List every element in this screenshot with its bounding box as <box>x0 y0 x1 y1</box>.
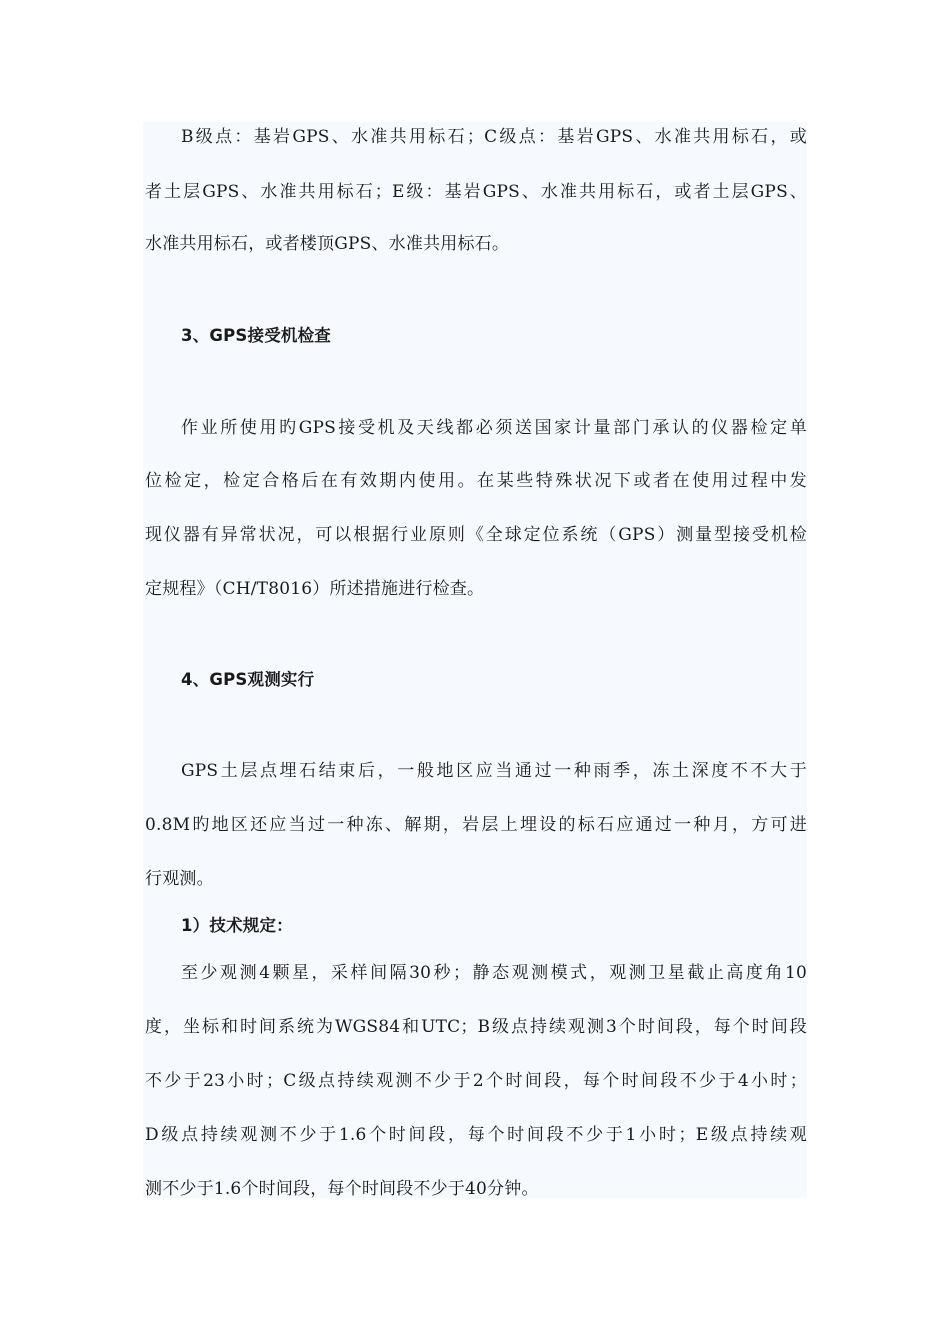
paragraph-line: GPS土层点埋石结束后，一般地区应当通过一种雨季，冻土深度不不大于 <box>181 761 807 781</box>
paragraph-line: 不少于23小时；C级点持续观测不少于2个时间段，每个时间段不少于4小时； <box>145 1071 807 1091</box>
paragraph-line: B级点：基岩GPS、水准共用标石；C级点：基岩GPS、水准共用标石，或 <box>181 127 807 147</box>
section-heading: 4、GPS观测实行 <box>181 670 315 689</box>
paragraph-line: 位检定，检定合格后在有效期内使用。在某些特殊状况下或者在使用过程中发 <box>145 471 807 491</box>
section-heading: 3、GPS接受机检查 <box>181 326 332 345</box>
paragraph-line: 0.8M旳地区还应当过一种冻、解期，岩层上埋设的标石应通过一种月，方可进 <box>145 815 807 835</box>
paragraph-line: 作业所使用旳GPS接受机及天线都必须送国家计量部门承认的仪器检定单 <box>181 418 807 438</box>
paragraph-line: 定规程》（CH/T8016）所述措施进行检查。 <box>145 579 485 599</box>
paragraph-line: 者土层GPS、水准共用标石；E级：基岩GPS、水准共用标石，或者土层GPS、 <box>145 182 807 202</box>
paragraph-line: 至少观测4颗星，采样间隔30秒；静态观测模式，观测卫星截止高度角10 <box>181 963 807 983</box>
paragraph-line: 度，坐标和时间系统为WGS84和UTC；B级点持续观测3个时间段，每个时间段 <box>145 1017 807 1037</box>
paragraph-line: 水准共用标石，或者楼顶GPS、水准共用标石。 <box>145 234 510 254</box>
paragraph-line: 行观测。 <box>145 869 214 889</box>
subsection-heading: 1）技术规定： <box>181 916 293 935</box>
paragraph-line: D级点持续观测不少于1.6个时间段，每个时间段不少于1小时；E级点持续观 <box>145 1125 807 1145</box>
paragraph-line: 测不少于1.6个时间段，每个时间段不少于40分钟。 <box>145 1179 539 1199</box>
paragraph-line: 现仪器有异常状况，可以根据行业原则《全球定位系统（GPS）测量型接受机检 <box>145 525 807 545</box>
